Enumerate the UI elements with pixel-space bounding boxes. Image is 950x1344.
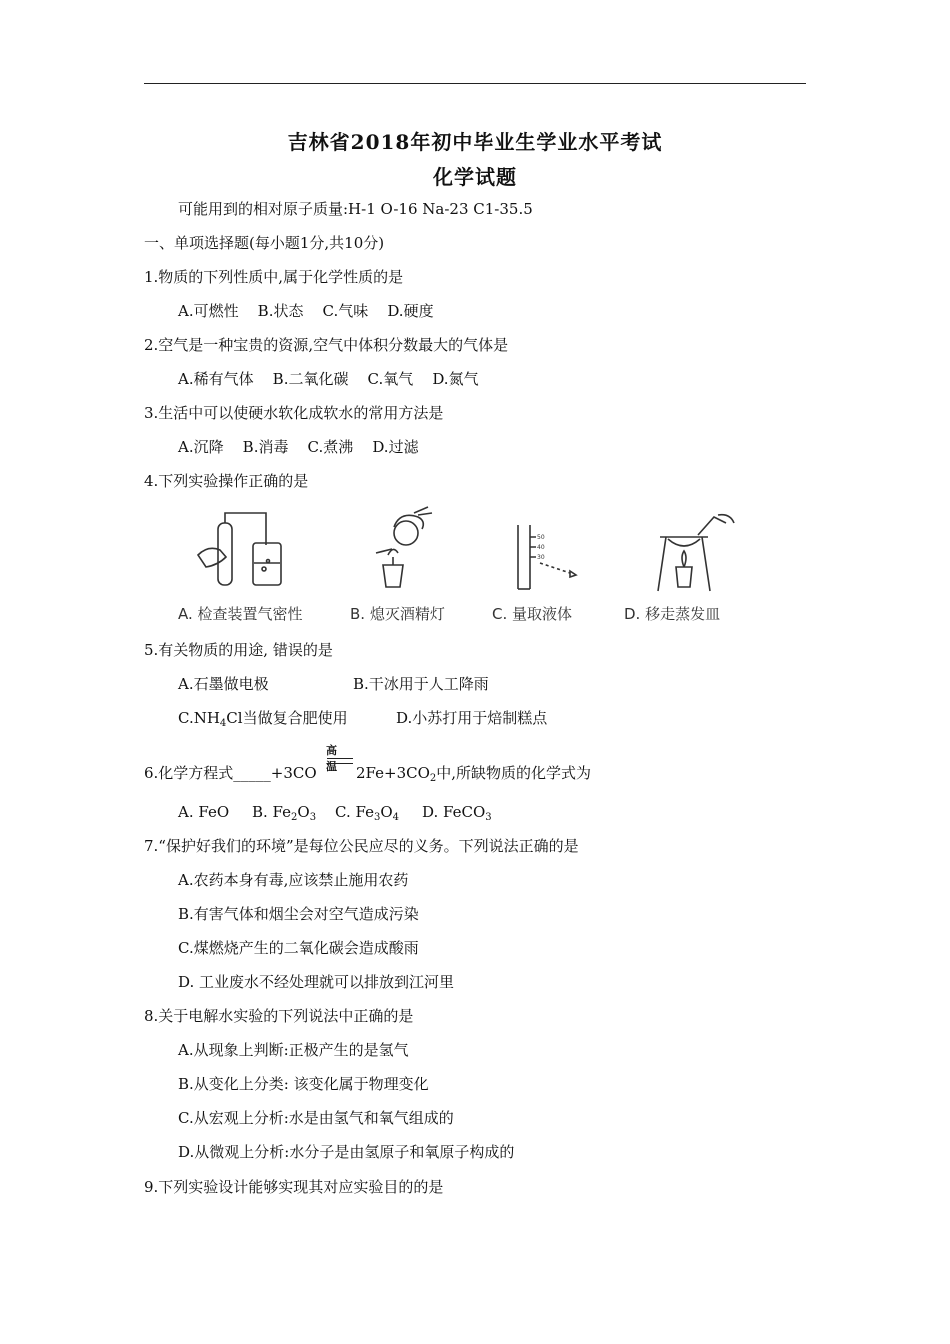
q2-options: A.稀有气体 B.二氧化碳 C.氧气 D.氮气: [178, 370, 479, 388]
q3-options: A.沉降 B.消毒 C.煮沸 D.过滤: [178, 438, 419, 456]
cylinder-scale-marks: [537, 534, 545, 561]
svg-text:40: 40: [537, 544, 545, 551]
svg-text:50: 50: [537, 534, 545, 541]
q7-option-a: A.农药本身有毒,应该禁止施用农药: [178, 871, 409, 889]
q8-option-c: C.从宏观上分析:水是由氢气和氧气组成的: [178, 1109, 454, 1127]
exam-title: 吉林省2018年初中毕业生学业水平考试: [287, 130, 663, 154]
q7-option-d: D. 工业废水不经处理就可以排放到江河里: [178, 973, 455, 991]
q4-apparatus-drawings: [178, 505, 738, 605]
reaction-condition: 高温: [326, 744, 337, 773]
q6-option-c: C. $Fe_3O_4$: [335, 803, 400, 823]
q7-option-c: C.煤燃烧产生的二氧化碳会造成酸雨: [178, 939, 419, 957]
move-evaporating-dish-drawing: [658, 515, 734, 591]
q6-stem-rest: $2Fe+3CO_2$中,所缺物质的化学式为: [356, 764, 592, 784]
svg-text:30: 30: [537, 554, 545, 561]
q4-caption-c: C. 量取液体: [492, 605, 573, 623]
section-heading: 一、单项选择题(每小题1分,共10分): [144, 234, 385, 252]
airtightness-check-drawing: [198, 513, 281, 585]
lamp-extinguish-drawing: [376, 507, 432, 587]
q8-option-d: D.从微观上分析:水分子是由氢原子和氧原子构成的: [178, 1143, 515, 1161]
q4-caption-d: D. 移走蒸发皿: [624, 605, 721, 623]
header-rule: [144, 83, 806, 84]
atomic-masses: 可能用到的相对原子质量:H-1 O-16 Na-23 C1-35.5: [178, 200, 533, 218]
q8-option-b: B.从变化上分类: 该变化属于物理变化: [178, 1075, 429, 1093]
q3-stem: 3.生活中可以使硬水软化成软水的常用方法是: [144, 404, 444, 422]
q5-option-b: B.干冰用于人工降雨: [353, 675, 489, 693]
q5-option-c: $C.NH_4Cl$当做复合肥使用: [178, 709, 348, 729]
q6-stem-start: 6.化学方程式_____+3CO: [144, 764, 317, 782]
q7-option-b: B.有害气体和烟尘会对空气造成污染: [178, 905, 419, 923]
q9-stem: 9.下列实验设计能够实现其对应实验目的的是: [144, 1178, 444, 1196]
q8-option-a: A.从现象上判断:正极产生的是氢气: [178, 1041, 409, 1059]
q5-stem: 5.有关物质的用途, 错误的是: [144, 641, 333, 659]
q4-caption-a: A. 检查装置气密性: [178, 605, 303, 623]
equals-sign: [327, 758, 353, 764]
q1-options: A.可燃性 B.状态 C.气味 D.硬度: [178, 302, 434, 320]
q5-option-d: D.小苏打用于焙制糕点: [396, 709, 548, 727]
q8-stem: 8.关于电解水实验的下列说法中正确的是: [144, 1007, 414, 1025]
q5-option-a: A.石墨做电极: [178, 675, 269, 693]
q2-stem: 2.空气是一种宝贵的资源,空气中体积分数最大的气体是: [144, 336, 509, 354]
q4-stem: 4.下列实验操作正确的是: [144, 472, 309, 490]
q4-caption-b: B. 熄灭酒精灯: [350, 605, 445, 623]
exam-subtitle: 化学试题: [433, 165, 517, 189]
q6-option-d: D. FeCO$_3$: [422, 803, 492, 823]
measure-liquid-drawing: [518, 525, 576, 589]
q4-figure: [178, 505, 738, 630]
q1-stem: 1.物质的下列性质中,属于化学性质的是: [144, 268, 404, 286]
q6-option-a: A. FeO: [178, 803, 230, 821]
q6-option-b: B. $Fe_2O_3$: [252, 803, 317, 823]
q7-stem: 7.“保护好我们的环境”是每位公民应尽的义务。下列说法正确的是: [144, 837, 579, 855]
